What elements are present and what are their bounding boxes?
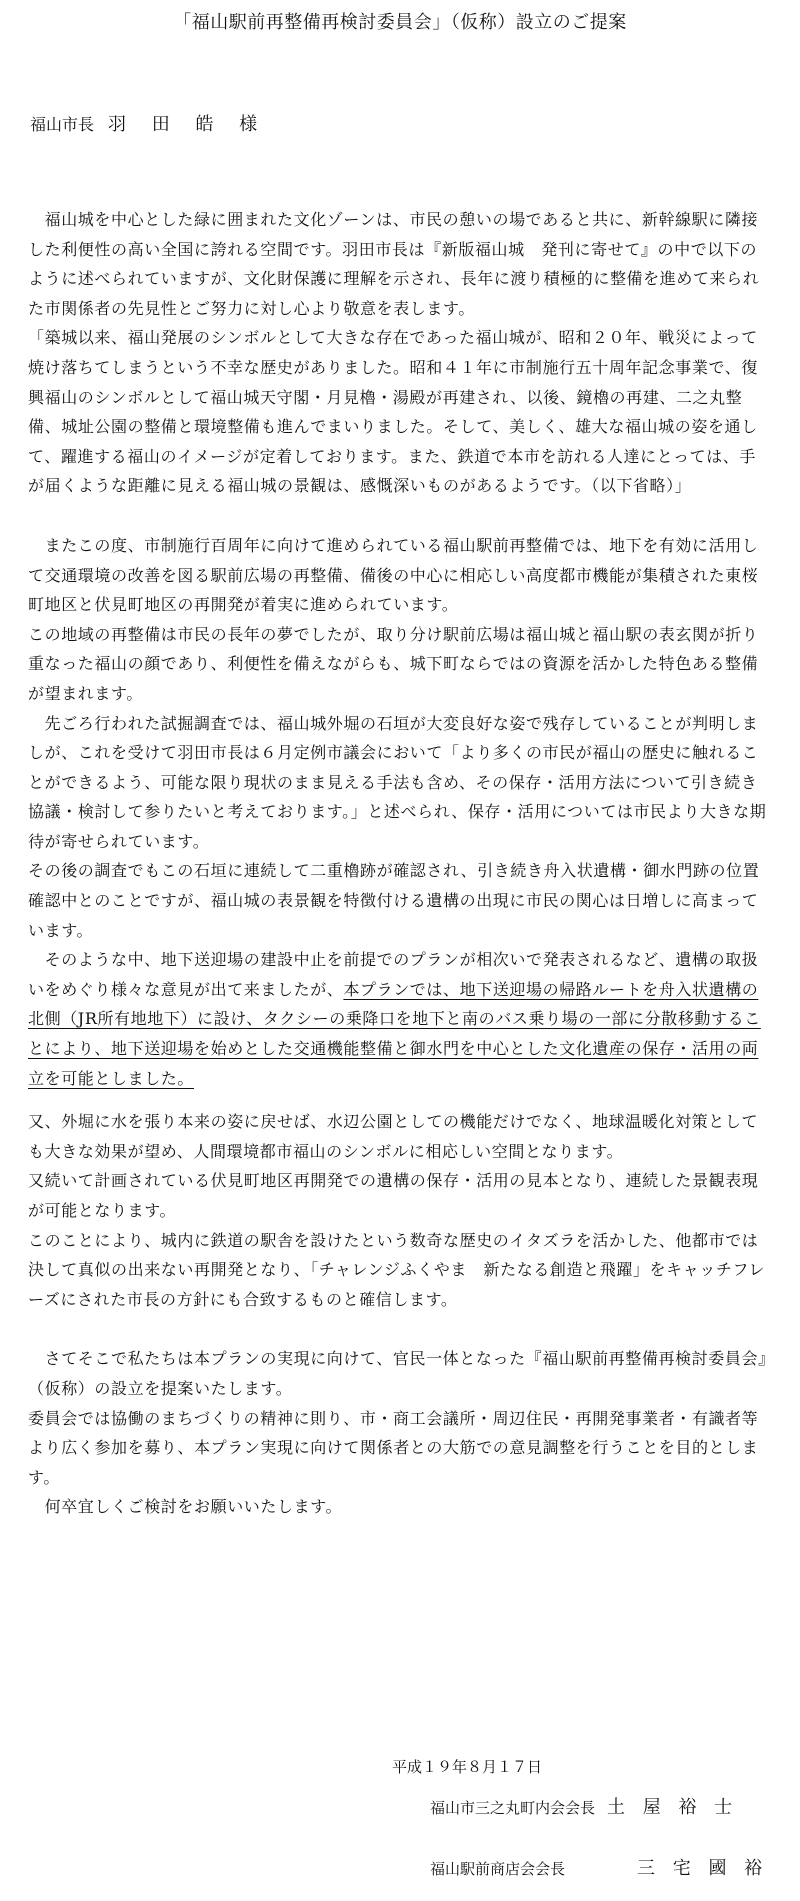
document-title: 「福山駅前再整備再検討委員会」（仮称）設立のご提案 — [173, 12, 627, 33]
signature-1 — [430, 1793, 738, 1819]
letter-date: 平成１９年８月１７日 — [392, 1758, 543, 1776]
paragraph-proposal — [28, 945, 772, 1093]
paragraph-station-plaza: この地域の再整備は市民の長年の夢でしたが、取り分け駅前広場は福山城と福山駅の表玄関が折り重なった福山の顔であり、利便性を備えながらも、城下町ならではの資源を活かした特色ある整備が望まれます。 — [28, 624, 759, 703]
signature-2-org: 福山駅前商店会会長 — [430, 1860, 566, 1878]
paragraph-catchphrase: このことにより、城内に鉄道の駅舎を設けたという数奇な歴史のイタズラを活かした、他都市では決して真似の出来ない再開発となり、「チャレンジふくやま 新たなる創造と飛躍」をキャッチフレーズにされた市長の方針にも合致するものと確信します。 — [28, 1230, 766, 1309]
paragraph-quote: 「築城以来、福山発展のシンボルとして大きな存在であった福山城が、昭和２０年、戦災によって焼け落ちてしまうという不幸な歴史がありました。昭和４１年に市制施行五十周年記念事業で、復興福山のシンボルとして福山城天守閣・月見櫓・湯殿が再建され、以後、鏡櫓の再建、二之丸整備、城址公園の整備と環境整備も進んでまいりました。そして、美しく、雄大な福山城の姿を通して、躍進する福山のイメージが定着しております。また、鉄道で本市を訪れる人達にとっては、手が届くような距離に見える福山城の景観は、感慨深いものがあるようです。（以下省略）」 — [28, 328, 758, 496]
signature-2 — [430, 1854, 768, 1880]
paragraph-closing: 何卒宜しくご検討をお願いいたします。 — [28, 1497, 343, 1517]
paragraph-committee-proposal: さてそこで私たちは本プランの実現に向けて、官民一体となった『福山駅前再整備再検討委員会』（仮称）の設立を提案いたします。 — [28, 1349, 767, 1398]
paragraph-committee-purpose: 委員会では協働のまちづくりの精神に則り、市・商工会議所・周辺住民・再開発事業者・有識者等より広く参加を募り、本プラン実現に向けて関係者との大筋での意見調整を行うことを目的とします。 — [28, 1408, 759, 1487]
proposal-underlined: 本プランでは、地下送迎場の帰路ルートを舟入状遺構の北側（JR所有地地下）に設け、タクシーの乗降口を地下と南のバス乗り場の一部に分散移動することにより、地下送迎場を始めとした交通機能整備と御水門を中心とした文化遺産の保存・活用の両立を可能としました。 — [28, 979, 761, 1088]
addressee-name: 羽 田 皓 様 — [108, 114, 268, 135]
paragraph-moat: 又、外堀に水を張り本来の姿に戻せば、水辺公園としての機能だけでなく、地球温暖化対策としても大きな効果が望め、人間環境都市福山のシンボルに相応しい空間となります。 — [28, 1112, 759, 1161]
proposal-intro: そのような中、地下送迎場の建設中止を前提でのプランが相次いで発表されるなど、遺構の取扱いをめぐり様々な意見が出て来ましたが、 — [28, 950, 759, 999]
paragraph-redevelopment: またこの度、市制施行百周年に向けて進められている福山駅前再整備では、地下を有効に活用して交通環境の改善を図る駅前広場の再整備、備後の中心に相応しい高度都市機能が集積された東桜町地区と伏見町地区の再開発が着実に進められています。 — [28, 535, 759, 615]
paragraph-excavation: 先ごろ行われた試掘調査では、福山城外堀の石垣が大変良好な姿で残存していることが判明しましが、これを受けて羽田市長は６月定例市議会において「より多くの市民が福山の歴史に触れることができるよう、可能な限り現状のまま見える手法も含め、その保存・活用方法について引き続き協議・検討して参りたいと考えております。」と述べられ、保存・活用については市民より大きな期待が寄せられています。 — [28, 713, 767, 851]
addressee-role: 福山市長 — [30, 115, 95, 134]
signature-1-name: 土 屋 裕 士 — [607, 1797, 739, 1818]
paragraph-intro: 福山城を中心とした緑に囲まれた文化ゾーンは、市民の憩いの場であると共に、新幹線駅に隣接した利便性の高い全国に誇れる空間です。羽田市長は『新版福山城 発刊に寄せて』の中で以下のように述べられていますが、文化財保護に理解を示され、長年に渡り積極的に整備を進めて来られた市関係者の先見性とご努力に対し心より敬意を表します。 — [28, 210, 760, 318]
paragraph-fushimi: 又続いて計画されている伏見町地区再開発での遺構の保存・活用の見本となり、連続した景観表現が可能となります。 — [28, 1171, 759, 1220]
paragraph-survey: その後の調査でもこの石垣に連続して二重櫓跡が確認され、引き続き舟入状遺構・御水門跡の位置確認中とのことですが、福山城の表景観を特徴付ける遺構の出現に市民の関心は日増しに高まっています。 — [28, 861, 760, 940]
signature-1-org: 福山市三之丸町内会会長 — [430, 1799, 596, 1817]
signature-2-name: 三 宅 國 裕 — [637, 1858, 769, 1879]
addressee — [30, 110, 267, 136]
letter-body — [28, 205, 772, 1522]
